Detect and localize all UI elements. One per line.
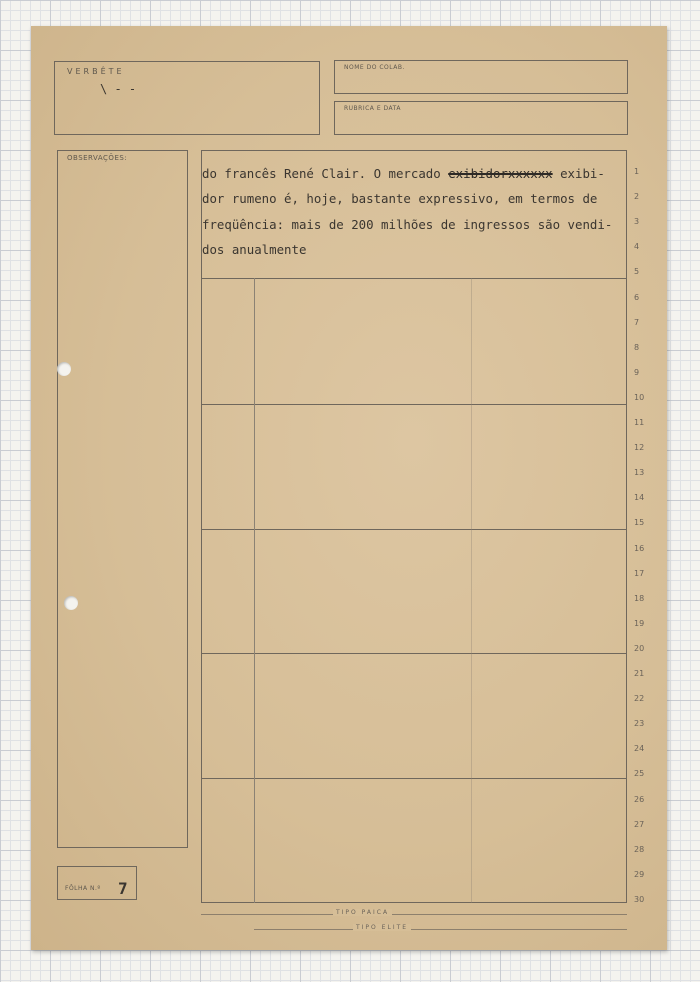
line-number: 26: [634, 794, 645, 804]
line-number: 7: [634, 317, 640, 327]
punch-hole: [57, 362, 71, 376]
line-number: 16: [634, 543, 645, 553]
line-number: 29: [634, 869, 645, 879]
struck-word: exibidorxxxxxx: [448, 166, 553, 181]
tipo-paica-label: TIPO PAICA: [333, 909, 392, 916]
line-number: 5: [634, 267, 640, 277]
verbete-handwritten-mark: \ - -: [100, 82, 137, 96]
nome-colab-box: [334, 60, 628, 94]
line-number: 24: [634, 744, 645, 754]
line-number: 25: [634, 769, 645, 779]
observacoes-label: OBSERVAÇÕES:: [67, 154, 128, 162]
punch-hole: [64, 596, 78, 610]
block-divider: [201, 778, 627, 779]
line-number: 10: [634, 392, 645, 402]
line-number: 14: [634, 493, 645, 503]
writing-area: [201, 150, 627, 903]
tipo-elite-rule: [254, 929, 627, 930]
line-number: 2: [634, 192, 640, 202]
line-number: 28: [634, 844, 645, 854]
typed-line: do francês René Clair. O mercado exibidorxxxxxx exibi-: [202, 166, 605, 181]
line-number: 27: [634, 819, 645, 829]
typed-line: dos anualmente: [202, 242, 307, 258]
folha-label: FÔLHA N.º: [65, 885, 101, 892]
rubrica-data-box: [334, 101, 628, 135]
folha-number: 7: [118, 879, 128, 898]
line-number: 6: [634, 292, 640, 302]
nome-colab-label: NOME DO COLAB.: [344, 64, 405, 71]
typed-line: freqüência: mais de 200 milhões de ingressos são vendi-: [202, 216, 613, 232]
typed-line: dor rumeno é, hoje, bastante expressivo, em termos de: [202, 191, 598, 207]
line-number: 21: [634, 669, 645, 678]
verbete-box: [54, 61, 320, 135]
line-number: 22: [634, 694, 645, 704]
rubrica-data-label: RUBRICA E DATA: [344, 105, 401, 112]
line-number: 23: [634, 719, 645, 729]
line-number: 18: [634, 593, 645, 603]
block-divider: [201, 653, 627, 654]
line-number: 19: [634, 618, 645, 628]
block-divider: [201, 529, 627, 530]
block-divider: [201, 278, 627, 279]
line-number: 4: [634, 242, 640, 252]
line-number: 3: [634, 217, 640, 227]
line-number: 17: [634, 568, 645, 578]
line-number: 1: [634, 167, 640, 176]
tipo-elite-label: TIPO ELITE: [353, 924, 411, 931]
verbete-label: VERBÊTE: [67, 67, 125, 76]
line-number: 15: [634, 518, 645, 528]
line-number: 13: [634, 468, 645, 478]
observacoes-box: [57, 150, 188, 848]
line-number: 30: [634, 894, 645, 904]
folha-box: [57, 866, 137, 900]
block-divider: [201, 404, 627, 405]
typescript-sheet: [31, 26, 667, 950]
margin-rule: [471, 278, 472, 903]
line-number: 20: [634, 643, 645, 653]
line-number: 12: [634, 443, 645, 453]
typed-text-block: [202, 161, 622, 263]
margin-rule: [254, 278, 255, 903]
line-number: 11: [634, 418, 645, 427]
line-number: 8: [634, 342, 640, 352]
line-number: 9: [634, 367, 640, 377]
tipo-paica-rule: [201, 914, 627, 915]
